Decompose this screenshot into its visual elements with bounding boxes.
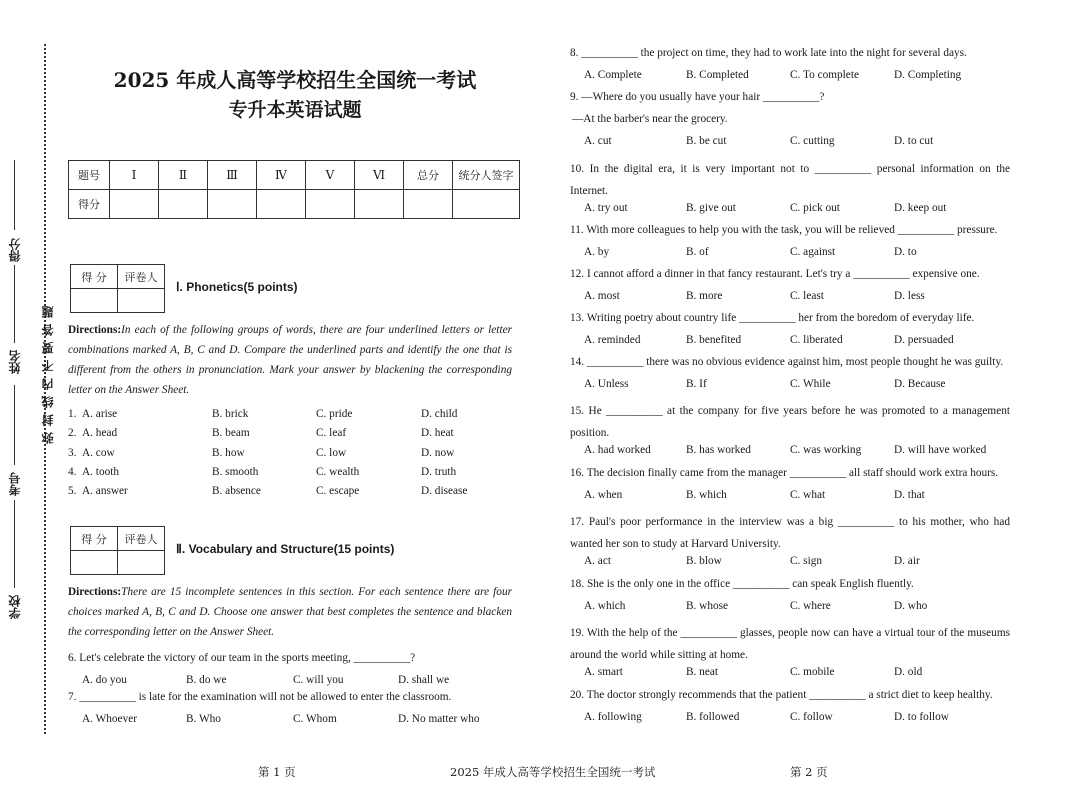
answer-option: C. To complete [790, 69, 859, 81]
margin-fill-line [14, 265, 15, 343]
exam-subtitle: 专升本英语试题 [228, 99, 362, 121]
directions-label: Directions: [68, 324, 122, 336]
answer-option: D. Because [894, 378, 946, 390]
score-table [68, 160, 520, 219]
answer-option: A. by [584, 246, 610, 258]
directions-text: There are 15 incomplete sentences in this section. For each sentence there are four choices marked A, B, C and D. Choose one answer that best completes the sentence and blacken the corresponding letter on the Answer Sheet. [68, 586, 512, 638]
directions-label: Directions: [68, 586, 122, 598]
question-stem: 12. I cannot afford a dinner in that fancy restaurant. Let's try a __________ expensive one. [570, 268, 980, 280]
margin-fill-line [14, 160, 15, 230]
answer-option: A. arise [82, 408, 118, 420]
score-header-cell: 统分人签字 [453, 161, 520, 190]
answer-option: B. how [212, 446, 245, 459]
answer-option: B. If [686, 378, 707, 390]
answer-option: C. pride [316, 408, 353, 420]
question-dialogue-line: —At the barber's near the grocery. [572, 113, 728, 125]
answer-option: C. follow [790, 711, 833, 723]
answer-option: D. old [894, 666, 923, 678]
answer-option: D. truth [421, 465, 457, 478]
answer-option: B. has worked [686, 444, 751, 456]
answer-option: B. of [686, 246, 709, 258]
score-table-score-row [69, 190, 520, 219]
answer-option: A. following [584, 711, 642, 723]
margin-fill-line [14, 500, 15, 588]
answer-option: A. when [584, 489, 623, 501]
answer-option: D. now [421, 446, 455, 459]
section1-title: Ⅰ. Phonetics(5 points) [176, 280, 298, 294]
answer-option: A. Whoever [82, 713, 138, 725]
answer-option: A. Complete [584, 69, 642, 81]
margin-label-exam-number: 考号 [8, 472, 22, 496]
answer-option: D. child [421, 408, 458, 420]
answer-option: C. Whom [293, 713, 337, 725]
answer-option: B. Completed [686, 69, 749, 81]
answer-option: A. do you [82, 674, 127, 686]
section2-directions [68, 582, 512, 642]
score-cell [453, 190, 520, 219]
score-header-cell: Ⅱ [159, 161, 208, 190]
question-stem: 8. __________ the project on time, they had to work late into the night for several days. [570, 47, 967, 59]
score-header-cell: Ⅳ [257, 161, 306, 190]
answer-option: C. was working [790, 444, 862, 456]
answer-option: A. had worked [584, 444, 651, 456]
answer-option: C. least [790, 290, 824, 302]
answer-option: C. pick out [790, 202, 840, 214]
question-stem: 13. Writing poetry about country life __________ her from the boredom of everyday life. [570, 312, 975, 324]
answer-option: D. Completing [894, 69, 962, 81]
answer-option: D. No matter who [398, 713, 480, 725]
answer-option: A. answer [82, 485, 128, 498]
question-number: 5. [68, 485, 77, 498]
answer-option: D. to [894, 246, 917, 258]
answer-option: D. who [894, 600, 928, 612]
answer-option: C. leaf [316, 427, 347, 440]
answer-option: B. smooth [212, 465, 259, 478]
score-cell [404, 190, 453, 219]
answer-option: C. While [790, 378, 831, 390]
answer-option: C. what [790, 489, 826, 501]
question-stem: 15. He __________ at the company for five years before he was promoted to a management position. [570, 405, 1010, 439]
answer-option: B. do we [186, 674, 227, 686]
margin-label-name: 姓名 [8, 350, 22, 374]
answer-option: D. shall we [398, 674, 450, 686]
score-header-cell: 总分 [404, 161, 453, 190]
answer-option: B. neat [686, 666, 718, 678]
answer-option: B. followed [686, 711, 740, 723]
footer-page-2: 第 2 页 [790, 765, 828, 779]
footer-exam-name: 2025 年成人高等学校招生全国统一考试 [450, 765, 656, 779]
question-stem: 6. Let's celebrate the victory of our team in the sports meeting, __________? [68, 652, 416, 664]
question-number: 3. [68, 446, 77, 459]
answer-option: B. Who [186, 713, 221, 725]
answer-option: C. mobile [790, 666, 835, 678]
answer-option: D. that [894, 489, 925, 501]
answer-option: C. cutting [790, 135, 835, 147]
footer-page-1: 第 1 页 [258, 765, 296, 779]
answer-option: D. air [894, 555, 920, 567]
score-cell [355, 190, 404, 219]
answer-option: A. smart [584, 666, 623, 678]
answer-option: B. be cut [686, 135, 727, 147]
score-header-cell: 题号 [69, 161, 110, 190]
question-number: 4. [68, 465, 77, 478]
answer-option: B. more [686, 290, 723, 302]
answer-option: D. disease [421, 485, 468, 498]
answer-option: A. head [82, 427, 118, 440]
answer-option: B. give out [686, 202, 736, 214]
answer-option: B. blow [686, 555, 722, 567]
directions-text: In each of the following groups of words, there are four underlined letters or letter combinations marked A, B, C and D. Compare the underlined parts and identify the one that is different from the others in pronunciation. Mark your answer by blackening the corresponding letter on the Answer Sheet. [68, 324, 512, 396]
grader-box-cell [118, 289, 165, 313]
question-stem: 17. Paul's poor performance in the interview was a big __________ to his mother, who had wanted her son to study at Harvard University. [570, 516, 1010, 550]
question-stem: 11. With more colleagues to help you with the task, you will be relieved __________ pressure. [570, 224, 998, 236]
section1-directions [68, 320, 512, 400]
answer-option: D. will have worked [894, 444, 987, 456]
score-header-cell: Ⅰ [110, 161, 159, 190]
answer-option: D. to follow [894, 711, 949, 723]
answer-option: C. liberated [790, 334, 843, 346]
answer-option: B. which [686, 489, 727, 501]
section2-title: Ⅱ. Vocabulary and Structure(15 points) [176, 542, 395, 556]
question-stem: 10. In the digital era, it is very important not to __________ personal information on the Internet. [570, 163, 1010, 197]
answer-option: C. where [790, 600, 831, 612]
answer-option: D. less [894, 290, 925, 302]
answer-option: C. wealth [316, 465, 360, 478]
answer-option: C. escape [316, 485, 360, 498]
answer-option: B. brick [212, 408, 249, 420]
answer-option: A. try out [584, 202, 628, 214]
question-number: 1. [68, 408, 77, 420]
grader-box-grader-label: 评卷人 [118, 265, 165, 289]
margin-label-school: 学校 [8, 595, 22, 619]
exam-title: 2025 年成人高等学校招生全国统一考试 [113, 68, 477, 92]
score-cell [159, 190, 208, 219]
answer-option: A. Unless [584, 378, 629, 390]
answer-option: C. low [316, 446, 347, 459]
score-cell [208, 190, 257, 219]
section2-grader-box [70, 526, 165, 575]
answer-option: D. to cut [894, 135, 934, 147]
grader-box-cell [118, 551, 165, 575]
answer-option: C. against [790, 246, 836, 258]
grader-box-grader-label: 评卷人 [118, 527, 165, 551]
question-stem: 14. __________ there was no obvious evidence against him, most people thought he was guilty. [570, 356, 1004, 368]
grader-box-cell [71, 289, 118, 313]
answer-option: D. persuaded [894, 334, 954, 346]
margin-label-score: 得分 [8, 238, 22, 262]
margin-fill-line [14, 385, 15, 465]
answer-option: C. sign [790, 555, 823, 567]
section1-grader-box [70, 264, 165, 313]
answer-option: C. will you [293, 674, 344, 686]
score-header-cell: Ⅴ [306, 161, 355, 190]
margin-warning-text: 弥封线内不要答题 [41, 300, 55, 444]
answer-option: B. absence [212, 485, 261, 498]
score-table-header-row [69, 161, 520, 190]
answer-option: A. tooth [82, 465, 120, 478]
answer-option: B. whose [686, 600, 729, 612]
score-header-cell: Ⅵ [355, 161, 404, 190]
answer-option: B. benefited [686, 334, 742, 346]
answer-option: D. keep out [894, 202, 947, 214]
score-row-label: 得分 [69, 190, 110, 219]
answer-option: A. which [584, 600, 626, 612]
grader-box-score-label: 得 分 [71, 527, 118, 551]
answer-option: A. cut [584, 135, 612, 147]
question-number: 2. [68, 427, 77, 440]
question-stem: 7. __________ is late for the examination will not be allowed to enter the classroom. [68, 691, 452, 703]
score-cell [110, 190, 159, 219]
question-stem: 16. The decision finally came from the manager __________ all staff should work extra hours. [570, 467, 999, 479]
question-stem: 18. She is the only one in the office __________ can speak English fluently. [570, 578, 914, 590]
answer-option: D. heat [421, 427, 454, 440]
score-header-cell: Ⅲ [208, 161, 257, 190]
score-cell [306, 190, 355, 219]
question-stem: 9. —Where do you usually have your hair __________? [570, 91, 825, 103]
answer-option: A. reminded [584, 334, 641, 346]
answer-option: A. cow [82, 446, 115, 459]
answer-option: B. beam [212, 427, 250, 440]
question-stem: 20. The doctor strongly recommends that the patient __________ a strict diet to keep healthy. [570, 689, 993, 701]
score-cell [257, 190, 306, 219]
answer-option: A. act [584, 555, 611, 567]
question-stem: 19. With the help of the __________ glasses, people now can have a virtual tour of the museums around the world while sitting at home. [570, 627, 1010, 661]
grader-box-cell [71, 551, 118, 575]
grader-box-score-label: 得 分 [71, 265, 118, 289]
answer-option: A. most [584, 290, 620, 302]
